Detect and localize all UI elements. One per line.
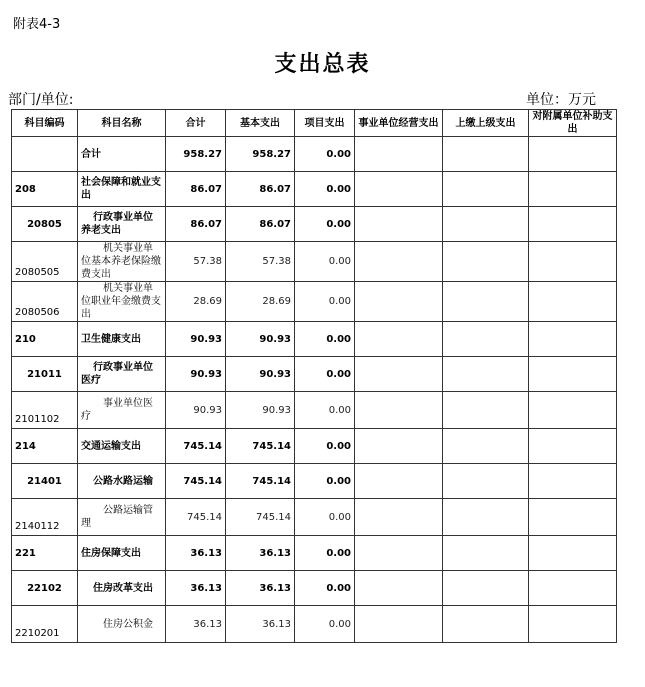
basic-cell: 745.14 [226,499,295,536]
operating-cell [355,242,443,282]
operating-cell [355,172,443,207]
table-row [12,282,617,322]
total-cell: 36.13 [166,536,226,571]
basic-cell: 57.38 [226,242,295,282]
subsidy-cell [529,137,617,172]
table-row [12,429,617,464]
total-cell: 745.14 [166,429,226,464]
basic-cell: 36.13 [226,536,295,571]
name-cell: 事业单位医疗 [78,392,166,429]
total-cell: 90.93 [166,357,226,392]
table-row [12,172,617,207]
project-cell: 0.00 [295,429,355,464]
operating-cell [355,322,443,357]
basic-cell: 745.14 [226,464,295,499]
remit-cell [443,606,529,643]
code-cell: 2101102 [12,392,78,429]
remit-cell [443,137,529,172]
table-row [12,571,617,606]
page-title: 支出总表 [274,52,371,77]
operating-cell [355,464,443,499]
subsidy-cell [529,172,617,207]
col-header-code: 科目编码 [12,110,78,137]
basic-cell: 36.13 [226,606,295,643]
code-cell: 2080505 [12,242,78,282]
project-cell: 0.00 [295,172,355,207]
subsidy-cell [529,207,617,242]
project-cell: 0.00 [295,499,355,536]
remit-cell [443,172,529,207]
code-cell: 208 [12,172,78,207]
table-row [12,137,617,172]
remit-cell [443,392,529,429]
operating-cell [355,571,443,606]
code-cell: 21401 [12,464,78,499]
project-cell: 0.00 [295,536,355,571]
code-cell: 21011 [12,357,78,392]
name-cell: 行政事业单位医疗 [78,357,166,392]
remit-cell [443,536,529,571]
code-cell: 221 [12,536,78,571]
remit-cell [443,322,529,357]
subsidy-cell [529,429,617,464]
operating-cell [355,137,443,172]
code-cell: 2080506 [12,282,78,322]
project-cell: 0.00 [295,322,355,357]
subsidy-cell [529,499,617,536]
project-cell: 0.00 [295,242,355,282]
total-cell: 745.14 [166,464,226,499]
name-cell: 交通运输支出 [78,429,166,464]
total-cell: 28.69 [166,282,226,322]
operating-cell [355,429,443,464]
operating-cell [355,499,443,536]
basic-cell: 90.93 [226,392,295,429]
basic-cell: 90.93 [226,357,295,392]
remit-cell [443,207,529,242]
basic-cell: 958.27 [226,137,295,172]
name-cell: 社会保障和就业支出 [78,172,166,207]
subsidy-cell [529,282,617,322]
total-cell: 86.07 [166,207,226,242]
code-cell: 210 [12,322,78,357]
subsidy-cell [529,242,617,282]
table-row [12,392,617,429]
col-header-remit: 上缴上级支出 [443,110,529,137]
code-cell: 214 [12,429,78,464]
basic-cell: 28.69 [226,282,295,322]
project-cell: 0.00 [295,571,355,606]
col-header-total: 合计 [166,110,226,137]
code-cell: 2140112 [12,499,78,536]
operating-cell [355,207,443,242]
subsidy-cell [529,536,617,571]
basic-cell: 745.14 [226,429,295,464]
remit-cell [443,242,529,282]
remit-cell [443,357,529,392]
unit-label: 单位：万元 [526,92,596,108]
header-row [12,110,617,137]
name-cell: 机关事业单位基本养老保险缴费支出 [78,242,166,282]
name-cell: 公路水路运输 [78,464,166,499]
subsidy-cell [529,606,617,643]
project-cell: 0.00 [295,606,355,643]
operating-cell [355,357,443,392]
col-header-basic: 基本支出 [226,110,295,137]
total-cell: 90.93 [166,392,226,429]
basic-cell: 86.07 [226,172,295,207]
name-cell: 行政事业单位养老支出 [78,207,166,242]
total-cell: 36.13 [166,606,226,643]
code-cell [12,137,78,172]
col-header-name: 科目名称 [78,110,166,137]
remit-cell [443,464,529,499]
col-header-project: 项目支出 [295,110,355,137]
project-cell: 0.00 [295,137,355,172]
name-cell: 机关事业单位职业年金缴费支出 [78,282,166,322]
remit-cell [443,429,529,464]
table-row [12,499,617,536]
code-cell: 20805 [12,207,78,242]
table-row [12,322,617,357]
table-body [12,137,617,643]
basic-cell: 36.13 [226,571,295,606]
total-cell: 86.07 [166,172,226,207]
operating-cell [355,606,443,643]
expenditure-table [11,109,617,643]
subsidy-cell [529,571,617,606]
department-label: 部门/单位: [8,92,74,108]
total-cell: 36.13 [166,571,226,606]
basic-cell: 90.93 [226,322,295,357]
table-row [12,606,617,643]
name-cell: 住房保障支出 [78,536,166,571]
name-cell: 卫生健康支出 [78,322,166,357]
total-cell: 57.38 [166,242,226,282]
project-cell: 0.00 [295,464,355,499]
table-row [12,536,617,571]
name-cell: 公路运输管理 [78,499,166,536]
project-cell: 0.00 [295,392,355,429]
total-cell: 90.93 [166,322,226,357]
project-cell: 0.00 [295,282,355,322]
subsidy-cell [529,357,617,392]
operating-cell [355,282,443,322]
col-header-operating: 事业单位经营支出 [355,110,443,137]
code-cell: 2210201 [12,606,78,643]
col-header-subsidy: 对附属单位补助支出 [529,110,617,137]
subsidy-cell [529,322,617,357]
table-row [12,207,617,242]
project-cell: 0.00 [295,357,355,392]
annex-label: 附表4-3 [13,17,61,32]
remit-cell [443,571,529,606]
subsidy-cell [529,464,617,499]
name-cell: 住房改革支出 [78,571,166,606]
name-cell: 住房公积金 [78,606,166,643]
remit-cell [443,282,529,322]
basic-cell: 86.07 [226,207,295,242]
subsidy-cell [529,392,617,429]
project-cell: 0.00 [295,207,355,242]
table-row [12,357,617,392]
total-cell: 958.27 [166,137,226,172]
name-cell: 合计 [78,137,166,172]
total-cell: 745.14 [166,499,226,536]
table-row [12,464,617,499]
operating-cell [355,536,443,571]
table-row [12,242,617,282]
operating-cell [355,392,443,429]
remit-cell [443,499,529,536]
code-cell: 22102 [12,571,78,606]
